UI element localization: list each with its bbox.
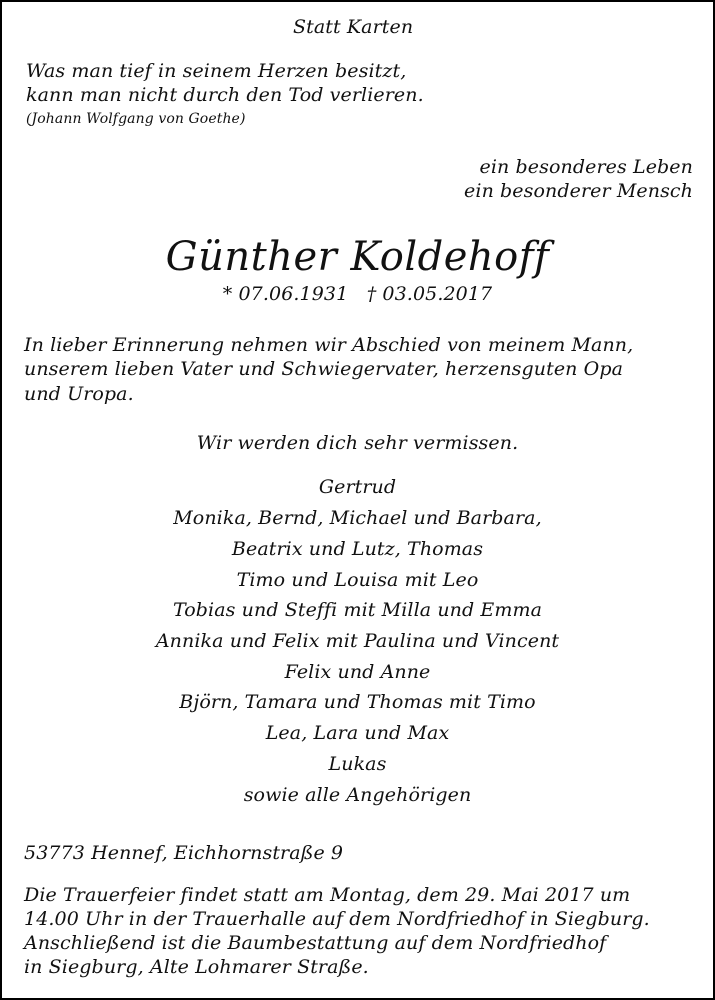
tagline-line-2: ein besonderer Mensch (464, 180, 693, 202)
mourner-line: Lukas (328, 753, 387, 775)
mourner-line: Björn, Tamara und Thomas mit Timo (179, 691, 536, 713)
mourner-line: sowie alle Angehörigen (243, 784, 472, 806)
message-line-1: In lieber Erinnerung nehmen wir Abschied von meinem Mann, (24, 334, 634, 356)
quote-author: (Johann Wolfgang von Goethe) (26, 111, 246, 127)
closing-line: Wir werden dich sehr vermissen. (196, 432, 519, 454)
statt-karten-heading: Statt Karten (293, 16, 414, 38)
mourner-line: Lea, Lara und Max (265, 722, 450, 744)
message-line-2: unserem lieben Vater und Schwiegervater, herzensguten Opa (24, 358, 624, 380)
message-line-3: und Uropa. (24, 383, 134, 405)
funeral-line-4: in Siegburg, Alte Lohmarer Straße. (24, 956, 369, 978)
quote-line-1: Was man tief in seinem Herzen besitzt, (26, 60, 407, 82)
funeral-line-3: Anschließend ist die Baumbestattung auf dem Nordfriedhof (24, 932, 607, 954)
address-line: 53773 Hennef, Eichhornstraße 9 (24, 842, 344, 864)
mourner-line: Beatrix und Lutz, Thomas (231, 538, 484, 560)
deceased-name: Günther Koldehoff (165, 234, 550, 280)
deceased-dates: * 07.06.1931 † 03.05.2017 (222, 283, 493, 305)
funeral-line-2: 14.00 Uhr in der Trauerhalle auf dem Nordfriedhof in Siegburg. (24, 908, 650, 930)
mourner-line: Timo und Louisa mit Leo (236, 569, 479, 591)
mourner-line: Gertrud (318, 476, 397, 498)
quote-line-2: kann man nicht durch den Tod verlieren. (26, 84, 424, 106)
tagline-line-1: ein besonderes Leben (479, 156, 693, 178)
mourner-line: Monika, Bernd, Michael und Barbara, (173, 507, 542, 529)
funeral-line-1: Die Trauerfeier findet statt am Montag, dem 29. Mai 2017 um (24, 884, 631, 906)
mourner-line: Felix und Anne (284, 661, 431, 683)
mourner-line: Tobias und Steffi mit Milla und Emma (172, 599, 543, 621)
mourner-line: Annika und Felix mit Paulina und Vincent (155, 630, 560, 652)
